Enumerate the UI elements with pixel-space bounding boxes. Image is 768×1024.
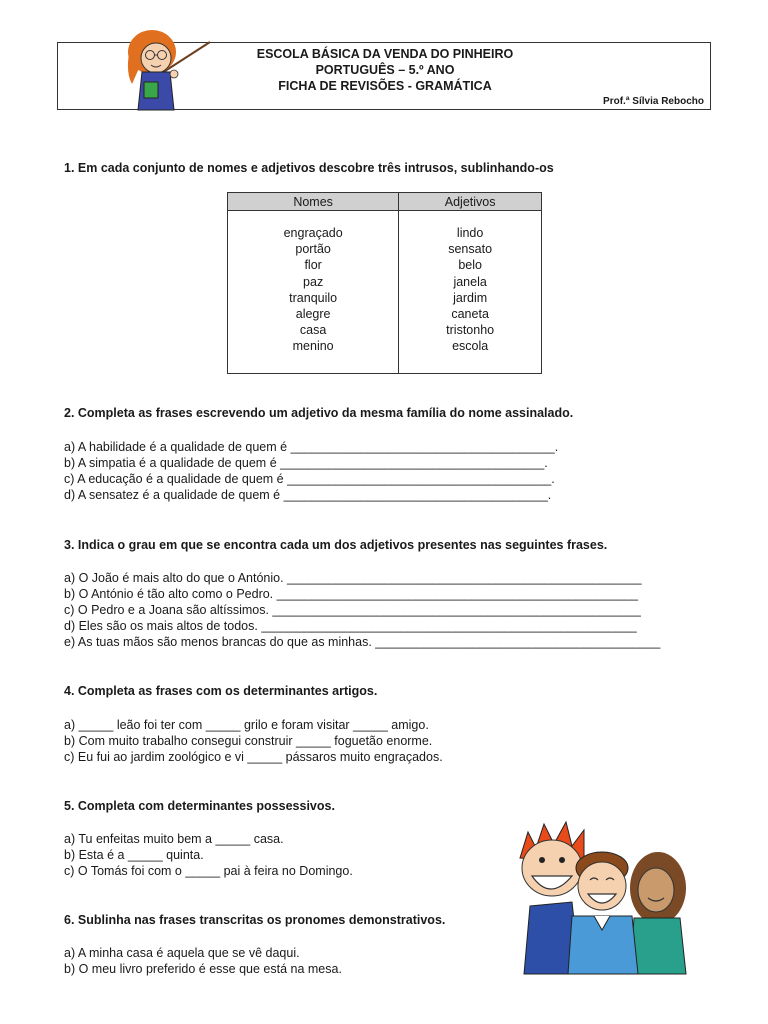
- sheet-title: FICHA DE REVISÕES - GRAMÁTICA: [278, 79, 492, 93]
- q2-line-c[interactable]: c) A educação é a qualidade de quem é ______________________________________.: [64, 472, 555, 486]
- list-item[interactable]: portão: [295, 242, 331, 257]
- q2-title: 2. Completa as frases escrevendo um adjetivo da mesma família do nome assinalado.: [64, 406, 574, 420]
- q4-title: 4. Completa as frases com os determinantes artigos.: [64, 684, 378, 698]
- list-item[interactable]: lindo: [456, 226, 484, 240]
- list-item[interactable]: paz: [303, 274, 324, 289]
- q4-line-b[interactable]: b) Com muito trabalho consegui construir _____ foguetão enorme.: [64, 734, 433, 748]
- q2-line-b[interactable]: b) A simpatia é a qualidade de quem é ______________________________________.: [64, 456, 548, 470]
- kids-cartoon-icon: [510, 818, 690, 976]
- list-item[interactable]: flor: [304, 258, 322, 273]
- list-item[interactable]: tranquilo: [289, 290, 338, 305]
- q3-line-b[interactable]: b) O António é tão alto como o Pedro. ____________________________________________________: [64, 587, 639, 601]
- q3-line-d[interactable]: d) Eles são os mais altos de todos. ______________________________________________________: [64, 619, 637, 633]
- q6-line-b[interactable]: b) O meu livro preferido é esse que está na mesa.: [64, 962, 342, 976]
- q5-line-b[interactable]: b) Esta é a _____ quinta.: [64, 848, 204, 862]
- adjetivos-list: [399, 211, 542, 374]
- col-adjetivos-header: Adjetivos: [399, 193, 542, 211]
- q6-line-a[interactable]: a) A minha casa é aquela que se vê daqui.: [64, 946, 300, 960]
- list-item[interactable]: caneta: [451, 307, 489, 322]
- q4-line-c[interactable]: c) Eu fui ao jardim zoológico e vi _____ pássaros muito engraçados.: [64, 750, 443, 764]
- school-name: ESCOLA BÁSICA DA VENDA DO PINHEIRO: [256, 47, 514, 61]
- q1-title: 1. Em cada conjunto de nomes e adjetivos descobre três intrusos, sublinhando-os: [64, 161, 554, 175]
- q3-line-a[interactable]: a) O João é mais alto do que o António. ___________________________________________________: [64, 571, 642, 585]
- list-item[interactable]: belo: [458, 258, 482, 273]
- list-item[interactable]: tristonho: [446, 323, 495, 338]
- list-item[interactable]: menino: [292, 339, 334, 354]
- list-item[interactable]: engraçado: [283, 226, 343, 240]
- q5-line-c[interactable]: c) O Tomás foi com o _____ pai à feira no Domingo.: [64, 864, 353, 878]
- q3-line-c[interactable]: c) O Pedro e a Joana são altíssimos. _____________________________________________________: [64, 603, 641, 617]
- teacher-name: Prof.ª Sílvia Rebocho: [603, 96, 704, 107]
- list-item[interactable]: janela: [453, 274, 487, 289]
- q2-line-d[interactable]: d) A sensatez é a qualidade de quem é ______________________________________.: [64, 488, 552, 502]
- subject-line: PORTUGUÊS – 5.º ANO: [315, 63, 455, 77]
- q2-line-a[interactable]: a) A habilidade é a qualidade de quem é ______________________________________.: [64, 440, 559, 454]
- q4-line-a[interactable]: a) _____ leão foi ter com _____ grilo e foram visitar _____ amigo.: [64, 718, 429, 732]
- list-item[interactable]: casa: [299, 323, 327, 338]
- q6-title: 6. Sublinha nas frases transcritas os pronomes demonstrativos.: [64, 913, 446, 927]
- q5-line-a[interactable]: a) Tu enfeitas muito bem a _____ casa.: [64, 832, 284, 846]
- nomes-list: [228, 211, 399, 374]
- words-table: [227, 192, 542, 374]
- list-item[interactable]: jardim: [453, 290, 488, 305]
- teacher-cartoon-icon: [70, 22, 210, 112]
- q3-line-e[interactable]: e) As tuas mãos são menos brancas do que as minhas. _________________________________________: [64, 635, 661, 649]
- list-item[interactable]: escola: [452, 339, 489, 354]
- list-item[interactable]: alegre: [295, 307, 331, 322]
- q5-title: 5. Completa com determinantes possessivos.: [64, 799, 335, 813]
- q3-title: 3. Indica o grau em que se encontra cada um dos adjetivos presentes nas seguintes frases.: [64, 538, 608, 552]
- col-nomes-header: Nomes: [228, 193, 399, 211]
- list-item[interactable]: sensato: [448, 242, 493, 257]
